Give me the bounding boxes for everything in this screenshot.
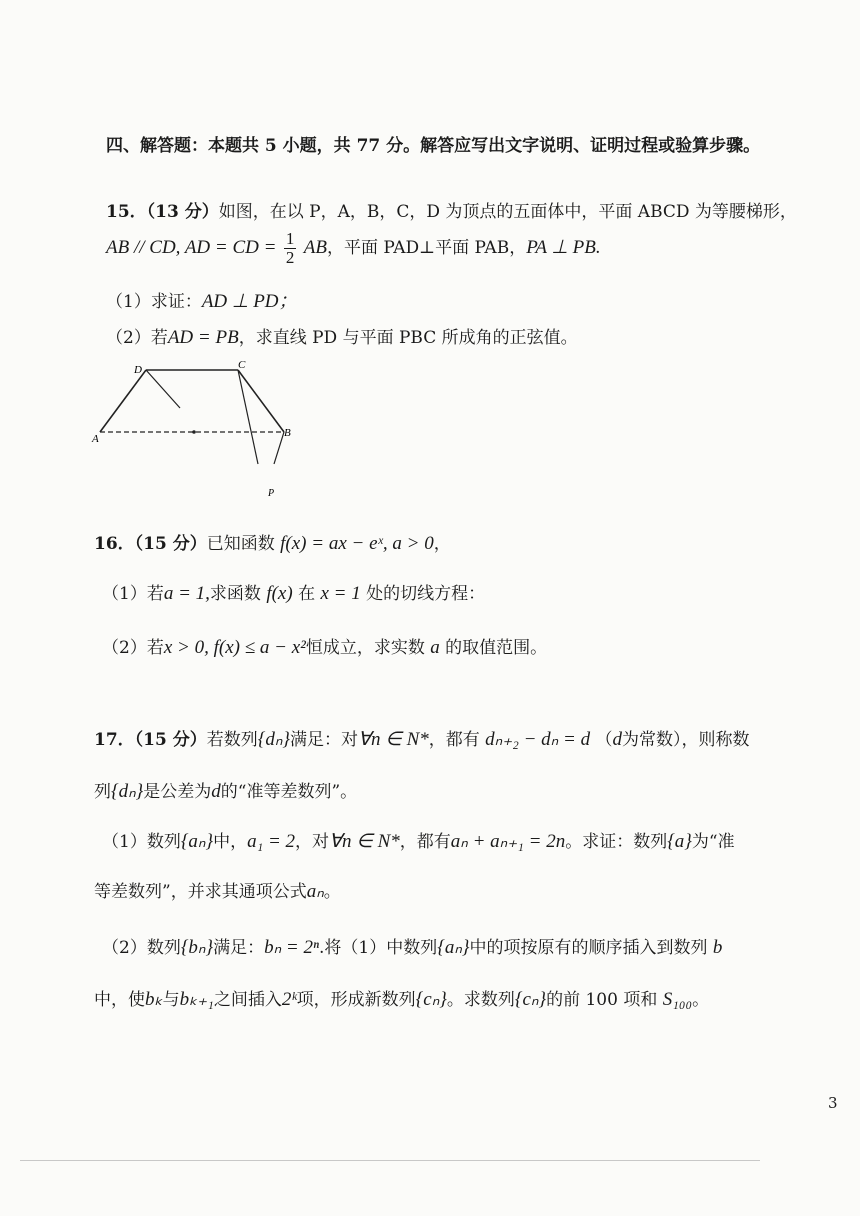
label-A: A (92, 433, 99, 445)
q16-line1: 16．（15 分）已知函数 f(x) = ax − eˣ, a > 0， (94, 533, 451, 554)
q16-part1: （1）若a = 1,求函数 f(x) 在 x = 1 处的切线方程： (102, 583, 486, 604)
q17-part1-cont: 等差数列”，并求其通项公式aₙ。 (94, 881, 341, 902)
page-number: 3 (828, 1094, 838, 1112)
q17-line1: 17．（15 分）若数列{dₙ}满足：对∀n ∈ N*，都有 dₙ₊₂ − dₙ = d （d为常数），则称数 (94, 729, 750, 750)
q15-line2: AB // CD, AD = CD = $\frac{1}{2}$ AB，平面 PAD⊥平面 PAB，PA ⊥ PB. (106, 229, 601, 267)
q17-part2: （2）数列{bₙ}满足：bₙ = 2ⁿ.将（1）中数列{aₙ}中的项按原有的顺序插入到数列 b (102, 937, 723, 958)
q15-line1 (106, 200, 797, 224)
q15-condition: AB // CD, AD = CD = (106, 237, 277, 258)
label-P: P (268, 488, 275, 499)
pentahedron-figure (88, 356, 318, 506)
q17-part1: （1）数列{aₙ}中，a₁ = 2，对∀n ∈ N*，都有aₙ + aₙ₊₁ = 2n。求证：数列{a}为“准 (102, 831, 735, 852)
label-B: B (284, 427, 291, 439)
label-D: D (134, 364, 142, 376)
q15-number: 15．（13 分） (106, 202, 219, 222)
q15-part1: （1）求证：AD ⊥ PD； (106, 291, 298, 312)
q16-part2: （2）若x > 0, f(x) ≤ a − x²恒成立，求实数 a 的取值范围。 (102, 637, 548, 658)
q15-stem: 如图，在以 P，A，B，C，D 为顶点的五面体中，平面 ABCD 为等腰梯形， (218, 202, 797, 222)
q17-line2: 列{dₙ}是公差为d的“准等差数列”。 (94, 781, 358, 802)
bottom-rule (20, 1160, 760, 1161)
label-C: C (238, 359, 246, 371)
q15-fraction: $\frac{1}{2}$ (285, 229, 295, 267)
q17-part2-cont: 中，使bₖ与bₖ₊₁之间插入2ᵏ项，形成新数列{cₙ}。求数列{cₙ}的前 100 项和 S₁₀₀。 (94, 989, 710, 1010)
q15-part2: （2）若AD = PB，求直线 PD 与平面 PBC 所成角的正弦值。 (106, 327, 578, 348)
section-header: 四、解答题：本题共 5 小题，共 77 分。解答应写出文字说明、证明过程或验算步骤。 (106, 136, 761, 156)
